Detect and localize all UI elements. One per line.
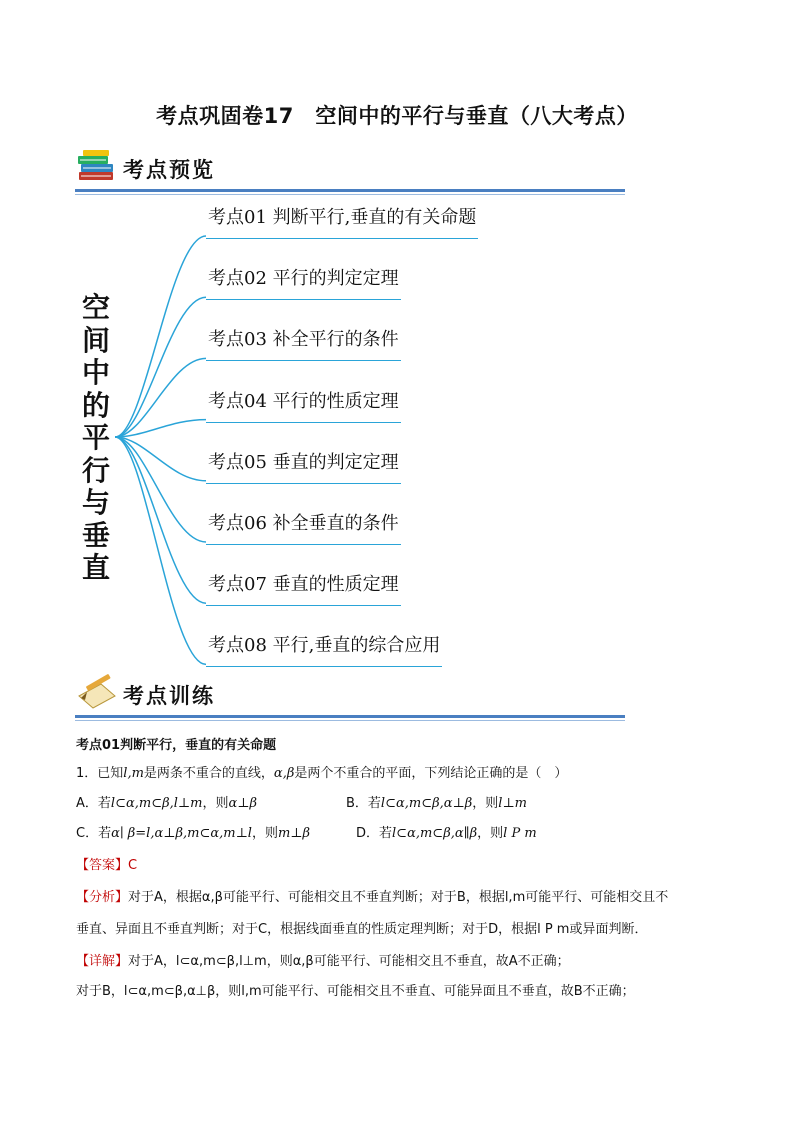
preview-banner-label: 考点预览 (123, 158, 215, 182)
option-math: l⊥m (498, 796, 528, 811)
option-math: α∣ β=l,α⊥β,m⊂α,m⊥l (111, 826, 252, 841)
option-text: ，则 (202, 796, 229, 811)
option-math: l⊂α,m⊂β,α⊥β (380, 796, 473, 811)
mindmap-branch-4: 考点04 平行的性质定理 (206, 390, 401, 423)
training-banner (75, 672, 625, 718)
center-label-char: 行 (81, 453, 110, 487)
banner-rule (75, 189, 625, 192)
stem-text: 是两条不重合的直线， (143, 766, 274, 781)
center-label-char: 的 (81, 388, 110, 422)
answer-tag: 【答案】 (76, 858, 129, 873)
answer-line (76, 854, 137, 873)
center-label-char: 垂 (81, 518, 110, 552)
center-label-char: 间 (81, 323, 110, 357)
mindmap-branch-2: 考点02 平行的判定定理 (206, 267, 401, 300)
option-label: D．若 (356, 826, 393, 841)
section-heading: 考点01判断平行，垂直的有关命题 (76, 738, 277, 753)
mindmap-center-label (78, 292, 114, 585)
preview-banner (75, 146, 625, 192)
stem-text: 1．已知 (76, 766, 124, 781)
question-1-stem (76, 762, 567, 781)
analysis-line-1 (76, 886, 668, 905)
center-label-char: 直 (81, 551, 110, 584)
detail-line-1 (76, 950, 570, 969)
analysis-text: 对于A，根据α,β可能平行、可能相交且不垂直判断；对于B，根据l,m可能平行、可能相交且不 (128, 890, 669, 905)
option-a (76, 792, 257, 811)
option-label: A．若 (76, 796, 111, 811)
option-label: B．若 (346, 796, 381, 811)
mindmap-branch-5: 考点05 垂直的判定定理 (206, 451, 401, 484)
detail-line-2: 对于B，l⊂α,m⊂β,α⊥β，则l,m可能平行、可能相交且不垂直、可能异面且不垂直，故B不正确； (76, 984, 635, 999)
mindmap-branch-3: 考点03 补全平行的条件 (206, 328, 401, 361)
center-label-char: 中 (81, 356, 110, 389)
option-text: ，则 (251, 826, 278, 841)
mindmap-branch-6: 考点06 补全垂直的条件 (206, 512, 401, 545)
answer-value: C (128, 858, 138, 873)
mindmap-branch-7: 考点07 垂直的性质定理 (206, 573, 401, 606)
stem-math: l,m (123, 766, 144, 781)
analysis-tag: 【分析】 (76, 890, 129, 905)
mindmap-curve-2 (115, 297, 206, 437)
page-title: 考点巩固卷17 空间中的平行与垂直（八大考点） (156, 104, 638, 128)
mindmap-curve-7 (115, 437, 206, 603)
stem-math: α,β (273, 766, 295, 781)
mindmap-curve-8 (115, 437, 206, 664)
option-text: ，则 (477, 826, 504, 841)
books-icon (75, 148, 119, 186)
option-c (76, 822, 310, 841)
center-label-char: 空 (81, 291, 110, 324)
pencil-paper-icon (75, 674, 119, 712)
option-d (356, 822, 537, 841)
option-b (346, 792, 527, 811)
center-label-char: 与 (81, 486, 110, 519)
analysis-line-2: 垂直、异面且不垂直判断；对于C，根据线面垂直的性质定理判断；对于D，根据l P m或异面判断． (76, 922, 648, 937)
training-banner-label: 考点训练 (123, 684, 215, 708)
mindmap-branch-1: 考点01 判断平行,垂直的有关命题 (206, 206, 478, 239)
option-math: α⊥β (228, 796, 257, 811)
option-math: l⊂α,m⊂β,l⊥m (110, 796, 203, 811)
option-math: l⊂α,m⊂β,α∥β (392, 826, 478, 841)
detail-text: 对于A，l⊂α,m⊂β,l⊥m，则α,β可能平行、可能相交且不垂直，故A不正确； (128, 954, 570, 969)
option-math: m⊥β (277, 826, 311, 841)
banner-rule-thin (75, 720, 625, 721)
banner-rule (75, 715, 625, 718)
center-label-char: 平 (81, 421, 110, 454)
option-label: C．若 (76, 826, 112, 841)
stem-text: 是两个不重合的平面，下列结论正确的是（ ） (294, 766, 568, 781)
mindmap-curve-1 (115, 236, 206, 437)
option-text: ，则 (472, 796, 499, 811)
mindmap-branch-8: 考点08 平行,垂直的综合应用 (206, 634, 442, 667)
detail-tag: 【详解】 (76, 954, 129, 969)
option-math: l P m (503, 826, 537, 841)
